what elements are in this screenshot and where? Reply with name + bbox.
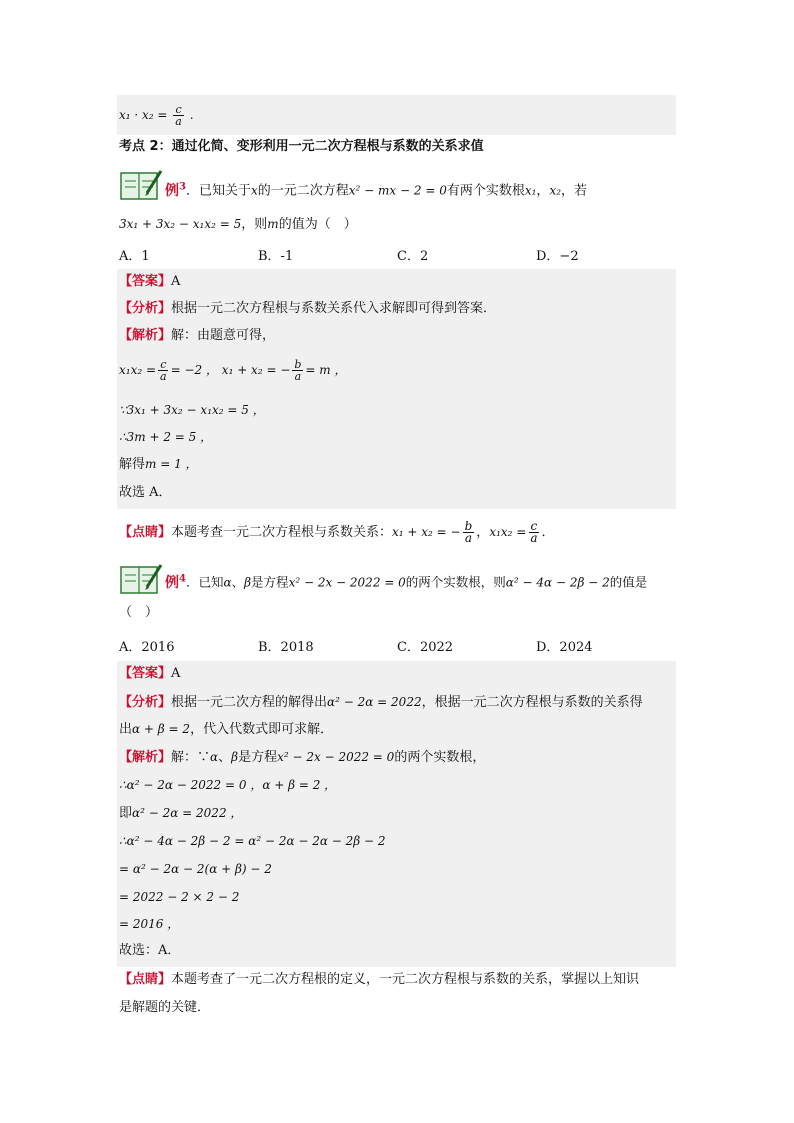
- example-label-text: 例: [165, 574, 179, 591]
- solution-text: 解：∵: [171, 750, 211, 765]
- example4-comment-line2: 是解题的关键．: [119, 1000, 211, 1015]
- math-text: x₁x₂ =: [119, 363, 157, 377]
- example-number: 4: [179, 573, 186, 584]
- math-text: x₁x₂ =: [489, 525, 527, 539]
- formula-text: x₁ · x₂ =: [119, 108, 168, 122]
- example3-solution-intro: [119, 326, 275, 346]
- option-c: C．2: [397, 249, 429, 264]
- option-d: D．−2: [536, 249, 579, 264]
- math-var: x: [250, 183, 258, 198]
- fraction: [292, 359, 303, 382]
- example4-step5: = 2022 − 2 × 2 − 2: [119, 890, 240, 904]
- fraction-numerator: c: [160, 358, 167, 371]
- math-var: x₁: [524, 183, 537, 198]
- math-var: α: [223, 575, 232, 590]
- math-text: x₁ + x₂ = −: [392, 525, 461, 539]
- math-equation: α + β = 2: [132, 722, 191, 736]
- question-text: ，若: [561, 183, 588, 199]
- math-var: x₂: [549, 183, 562, 198]
- example4-analysis-line1: [119, 692, 643, 712]
- example3-question-line2: [119, 214, 357, 234]
- fraction-denominator: a: [530, 531, 538, 545]
- math-var: m: [267, 217, 279, 231]
- fraction-numerator: b: [294, 358, 302, 371]
- example3-step2: ∵3x₁ + 3x₂ − x₁x₂ = 5 ，: [119, 403, 265, 417]
- example4-comment-line1: [119, 970, 639, 990]
- example4-step6: = 2016 ，: [119, 917, 180, 931]
- solution-tag: 【解析】: [119, 750, 172, 765]
- analysis-text: ，代入代数式即可求解．: [190, 722, 334, 737]
- comment-tag: 【点睛】: [119, 972, 172, 987]
- example4-step4: = α² − 2α − 2(α + β) − 2: [119, 862, 272, 876]
- example3-analysis: [119, 299, 496, 319]
- question-text: 的一元二次方程: [257, 183, 349, 199]
- math-equation: 3x₁ + 3x₂ − x₁x₂ = 5: [119, 217, 242, 231]
- math-equation: x² − 2x − 2022 = 0: [277, 750, 395, 764]
- answer-value: A: [171, 274, 181, 289]
- question-text: 的值为（ ）: [278, 217, 357, 232]
- question-text: ．已知: [185, 574, 224, 590]
- example4-solution-intro: [119, 747, 485, 767]
- example3-label: [165, 183, 186, 199]
- example3-step3: ∴3m + 2 = 5 ，: [119, 430, 213, 444]
- math-equation: x² − 2x − 2022 = 0: [288, 575, 406, 590]
- question-text: ，则: [241, 217, 268, 232]
- solution-text: 解得: [119, 457, 146, 472]
- fraction: [158, 359, 169, 382]
- fraction-denominator: a: [294, 370, 302, 383]
- option-b: B．-1: [258, 249, 294, 264]
- top-formula-block: [117, 95, 676, 135]
- fraction-denominator: a: [464, 531, 473, 545]
- example3-step1: [119, 358, 347, 383]
- notebook-pencil-icon: [119, 167, 163, 201]
- fraction-denominator: a: [160, 370, 167, 383]
- top-formula: [119, 103, 194, 128]
- question-text: 的值是: [609, 574, 648, 590]
- analysis-text: 根据一元二次方程的解得出: [171, 695, 328, 710]
- analysis-text: ，根据一元二次方程根与系数的关系得: [421, 695, 643, 710]
- example3-step4: [119, 454, 198, 474]
- math-text: = m ，: [305, 363, 347, 377]
- example4-analysis-line2: [119, 719, 333, 739]
- fraction-numerator: c: [175, 103, 182, 116]
- example4-step1: ∴α² − 2α − 2022 = 0 ，α + β = 2 ，: [119, 778, 337, 792]
- question-text: 有两个实数根: [446, 183, 525, 199]
- solution-text: 的两个实数根，: [394, 750, 486, 765]
- solution-text: 即: [119, 806, 133, 821]
- example3-answer: [119, 272, 180, 292]
- answer-tag: 【答案】: [119, 666, 172, 681]
- option-a: A．2016: [119, 640, 175, 655]
- comment-text: 本题考查了一元二次方程根的定义，一元二次方程根与系数的关系，掌握以上知识: [171, 972, 640, 987]
- analysis-tag: 【分析】: [119, 301, 172, 316]
- option-b: B．2018: [258, 640, 314, 655]
- math-var: β: [231, 750, 239, 764]
- example4-conclusion: 故选：A．: [119, 943, 181, 958]
- example-label-text: 例: [165, 182, 179, 199]
- formula-end: .: [189, 108, 194, 122]
- math-equation: x² − mx − 2 = 0: [348, 183, 447, 198]
- question-text: ，: [536, 183, 550, 199]
- question-text: 的两个实数根，则: [405, 574, 506, 590]
- example-number: 3: [179, 181, 186, 192]
- math-expression: α² − 4α − 2β − 2: [505, 575, 610, 590]
- question-text: 、: [231, 574, 245, 590]
- solution-tag: 【解析】: [119, 328, 172, 343]
- comment-tag: 【点睛】: [119, 525, 172, 540]
- fraction-numerator: c: [530, 519, 538, 533]
- comment-text: 本题考查一元二次方程根与系数关系：: [171, 525, 393, 540]
- fraction-numerator: b: [464, 519, 473, 533]
- solution-text: 是方程: [238, 750, 278, 765]
- fraction: [528, 521, 539, 544]
- example4-answer: [119, 664, 180, 684]
- example4-step2: [119, 803, 242, 823]
- answer-value: A: [171, 666, 181, 681]
- math-var: β: [244, 575, 252, 590]
- math-var: α: [210, 750, 219, 764]
- comment-text: ．: [541, 525, 555, 540]
- fraction: [463, 521, 475, 544]
- math-text: m = 1 ，: [145, 457, 198, 471]
- section-heading: 考点 2：通过化简、变形利用一元二次方程根与系数的关系求值: [119, 139, 484, 154]
- option-d: D．2024: [536, 640, 593, 655]
- question-text: ．已知关于: [185, 183, 251, 199]
- math-text: = −2 ，: [170, 363, 218, 377]
- question-text: 是方程: [251, 574, 289, 590]
- analysis-tag: 【分析】: [119, 695, 172, 710]
- notebook-pencil-icon: [119, 561, 163, 595]
- example4-step3: ∴α² − 4α − 2β − 2 = α² − 2α − 2α − 2β − 2: [119, 834, 386, 848]
- fraction: [173, 104, 184, 127]
- example3-comment: [119, 519, 555, 545]
- option-c: C．2022: [397, 640, 454, 655]
- example4-question-line2: （ ）: [119, 605, 159, 620]
- analysis-text: 根据一元二次方程根与系数关系代入求解即可得到答案．: [171, 301, 497, 316]
- option-a: A．1: [119, 249, 150, 264]
- fraction-denominator: a: [175, 115, 182, 128]
- solution-text: 解：由题意可得，: [171, 328, 276, 343]
- example3-conclusion: 故选 A．: [119, 485, 172, 500]
- math-equation: α² − 2α = 2022: [327, 695, 422, 709]
- analysis-text: 出: [119, 722, 133, 737]
- example3-question-line1: [165, 177, 587, 197]
- answer-tag: 【答案】: [119, 274, 172, 289]
- math-text: α² − 2α = 2022 ，: [132, 806, 243, 820]
- comment-text: ，: [476, 525, 490, 540]
- example4-label: [165, 575, 186, 591]
- example4-question-line1: [165, 569, 647, 589]
- solution-text: 、: [218, 750, 232, 765]
- math-text: x₁ + x₂ = −: [221, 363, 291, 377]
